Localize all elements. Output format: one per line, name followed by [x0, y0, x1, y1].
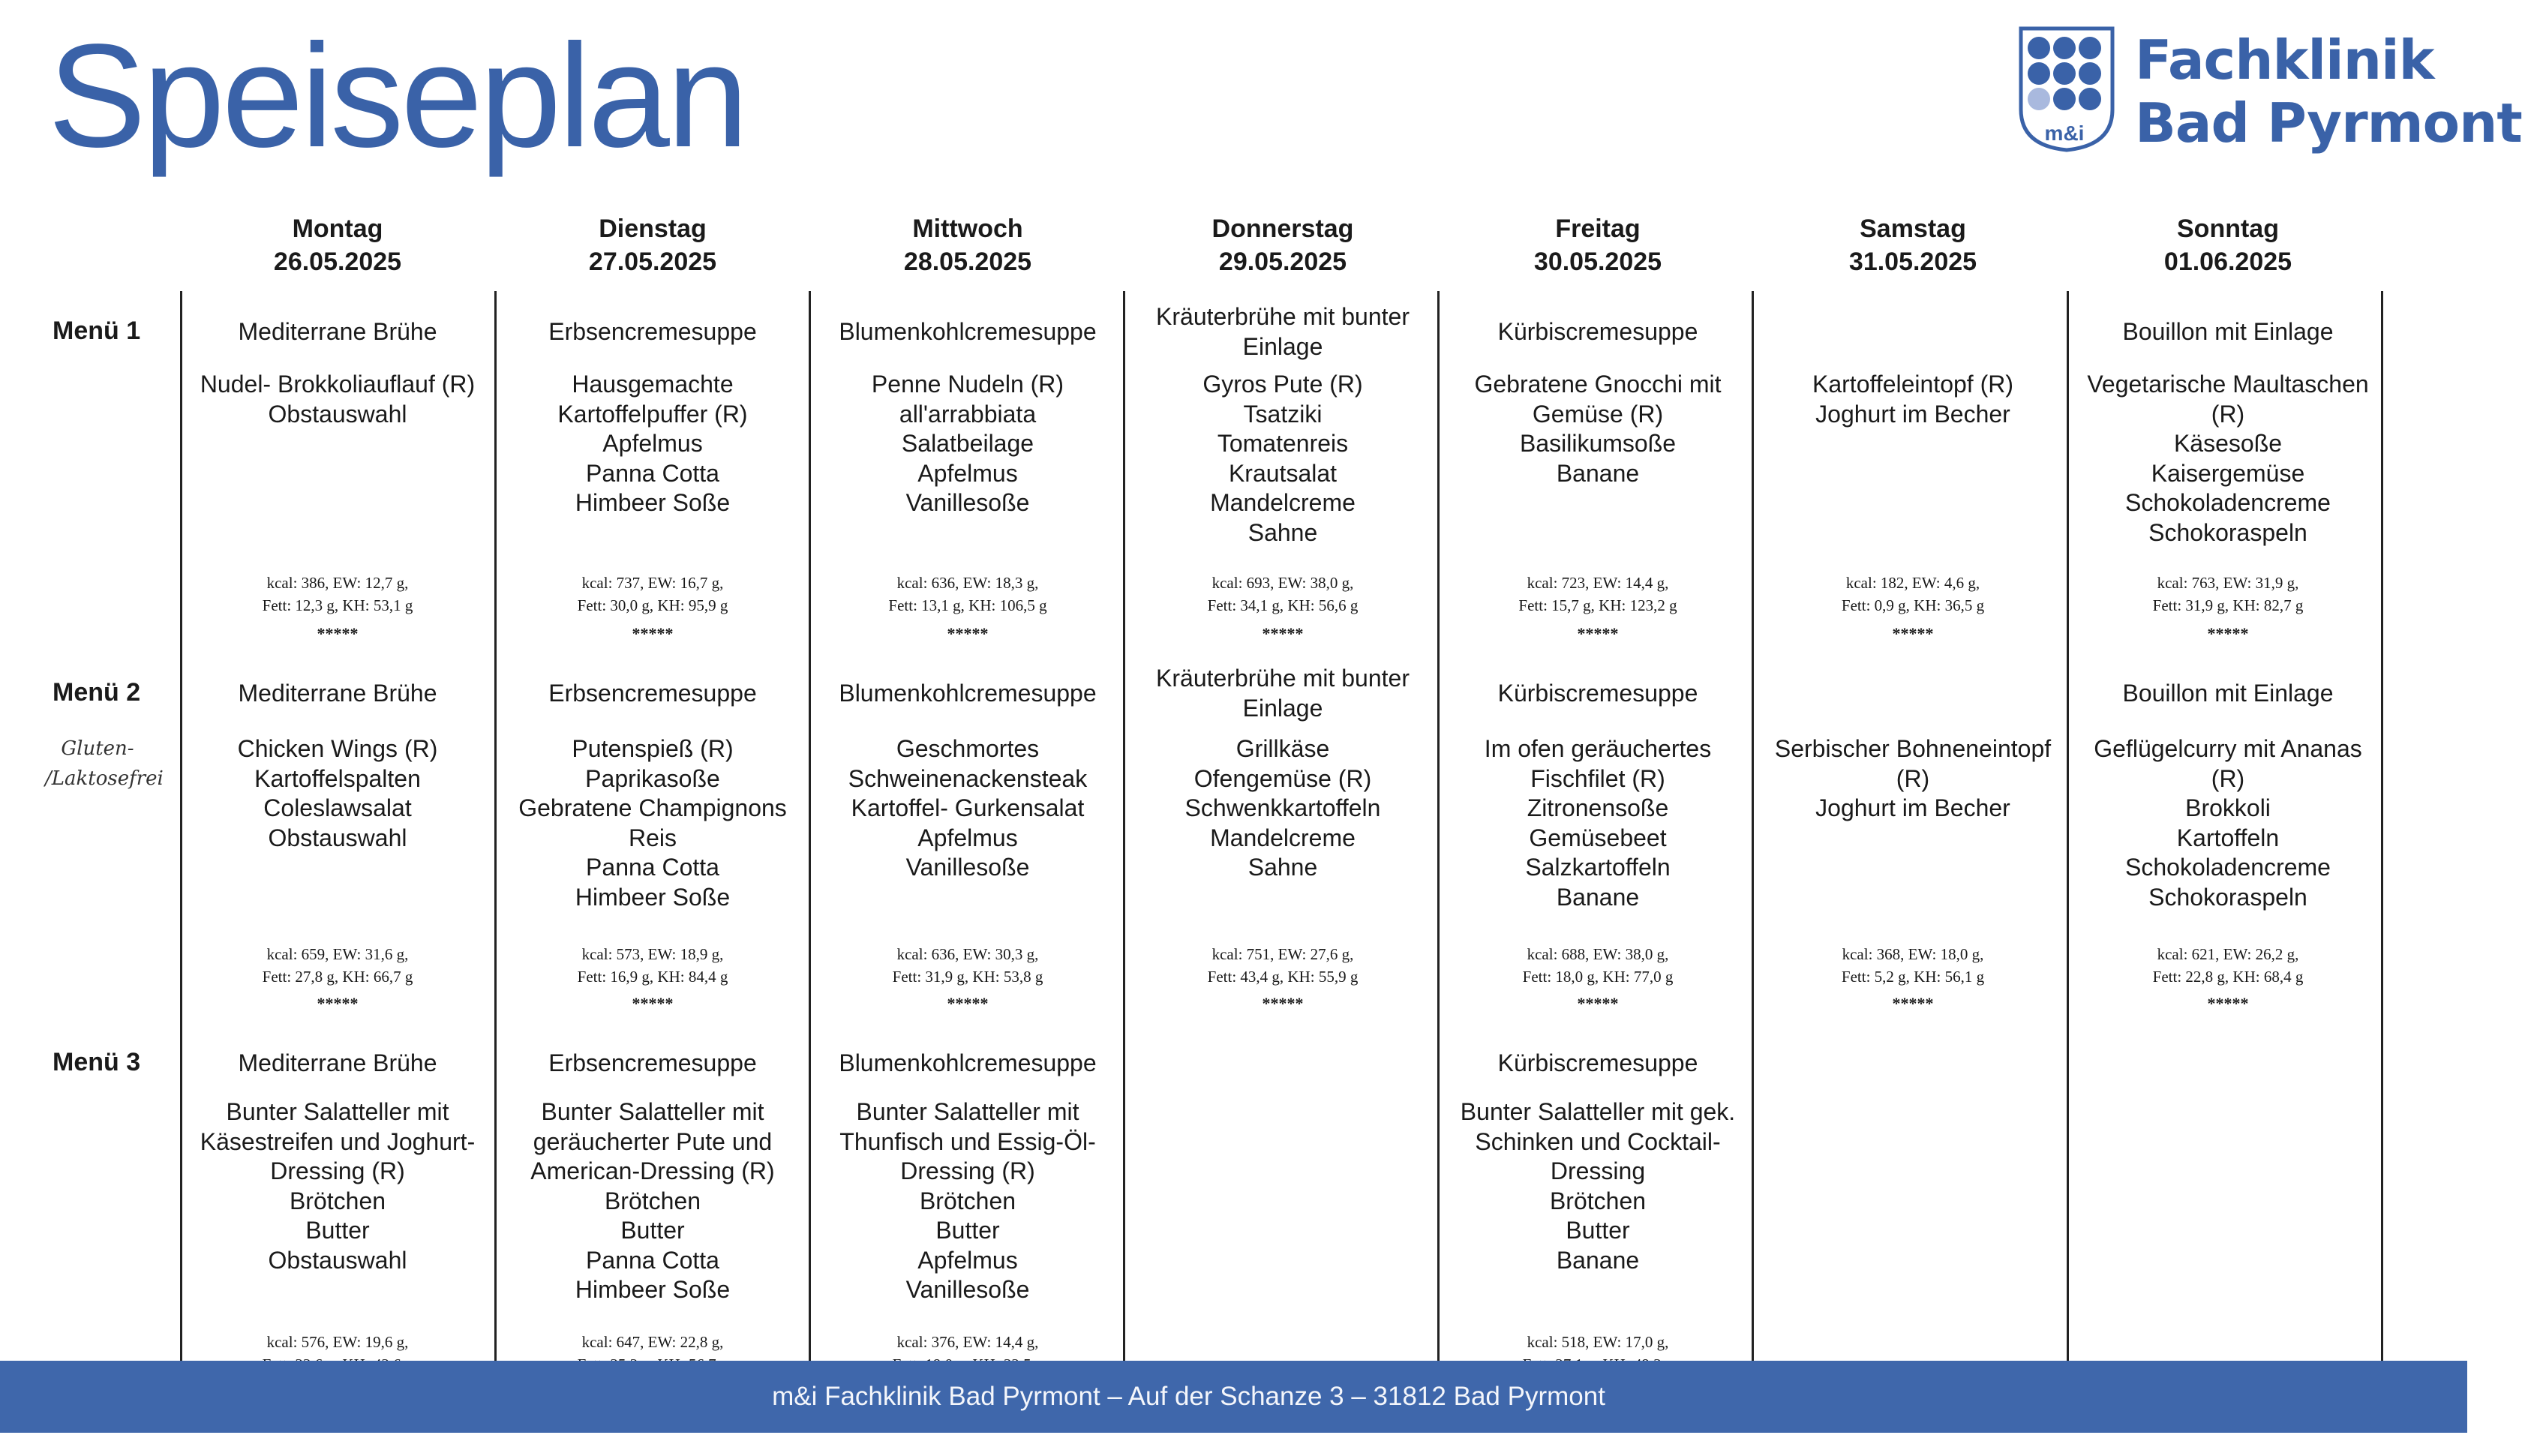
- soup-block: [1133, 302, 1433, 362]
- soup-block: [2078, 317, 2378, 347]
- day-name: Montag: [292, 215, 383, 243]
- dish-line: Banane: [1556, 459, 1640, 487]
- soup-block: [818, 678, 1118, 708]
- day-date: 26.05.2025: [273, 248, 402, 276]
- dish-line: Serbischer Bohneneintopf: [1774, 735, 2052, 762]
- column-divider: [809, 291, 811, 1382]
- nutrition-line-2: Fett: 13,1 g, KH: 106,5 g: [888, 596, 1047, 614]
- soup-line: Kräuterbrühe mit bunter: [1156, 665, 1410, 692]
- dish-line: American-Dressing (R): [530, 1157, 775, 1184]
- nutrition-info: [818, 572, 1118, 617]
- day-header: [1440, 212, 1755, 278]
- menu-2-label: Menü 2: [53, 678, 141, 707]
- soup-block: [503, 678, 803, 708]
- separator-stars: *****: [317, 624, 359, 643]
- dish-line: Geschmortes: [896, 735, 1040, 762]
- soup-line: Mediterrane Brühe: [238, 1049, 437, 1076]
- dish-line: Schokoraspeln: [2148, 883, 2307, 911]
- soup-line: Kürbiscremesuppe: [1497, 318, 1698, 345]
- day-name: Dienstag: [599, 215, 707, 243]
- nutrition-line-1: kcal: 688, EW: 38,0 g,: [1527, 945, 1669, 963]
- column-divider: [494, 291, 497, 1382]
- dish-list: [818, 1097, 1118, 1305]
- separator-stars: *****: [1892, 624, 1934, 643]
- dish-line: Gyros Pute (R): [1202, 371, 1363, 398]
- dish-line: Salzkartoffeln: [1525, 854, 1671, 881]
- nutrition-info: [818, 943, 1118, 988]
- dish-line: Gebratene Gnocchi mit: [1474, 371, 1722, 398]
- nutrition-line-2: Fett: 5,2 g, KH: 56,1 g: [1841, 968, 1985, 986]
- separator-stars: *****: [317, 994, 359, 1013]
- dish-list: [1448, 734, 1748, 912]
- dish-line: Krautsalat: [1228, 459, 1338, 487]
- nutrition-line-2: Fett: 34,1 g, KH: 56,6 g: [1207, 596, 1359, 614]
- separator-stars: *****: [1262, 994, 1304, 1013]
- nutrition-line-2: Fett: 22,8 g, KH: 68,4 g: [2152, 968, 2304, 986]
- soup-block: [818, 1048, 1118, 1078]
- logo-line-2: Bad Pyrmont: [2135, 92, 2522, 155]
- dish-line: Bunter Salatteller mit: [541, 1098, 764, 1125]
- dish-line: Brötchen: [919, 1187, 1016, 1214]
- dish-list: [503, 734, 803, 912]
- dish-line: Dressing (R): [900, 1157, 1035, 1184]
- day-header: [1125, 212, 1440, 278]
- logo-badge: m&i: [2044, 122, 2085, 145]
- soup-block: [1448, 317, 1748, 347]
- dish-line: Basilikumsoße: [1519, 430, 1677, 457]
- dish-list: [1133, 734, 1433, 883]
- soup-line: Blumenkohlcremesuppe: [839, 1049, 1097, 1076]
- soup-line: Erbsencremesuppe: [548, 680, 757, 707]
- dish-line: Panna Cotta: [586, 854, 719, 881]
- nutrition-line-1: kcal: 518, EW: 17,0 g,: [1527, 1333, 1669, 1351]
- dish-line: Brötchen: [289, 1187, 386, 1214]
- dish-line: Vanillesoße: [905, 1276, 1030, 1303]
- dish-line: Grillkäse: [1235, 735, 1330, 762]
- dish-line: Himbeer Soße: [575, 489, 731, 516]
- separator-stars: *****: [1262, 624, 1304, 643]
- logo-line-1: Fachklinik: [2135, 29, 2434, 92]
- dish-line: Banane: [1556, 1246, 1640, 1274]
- dish-line: Schinken und Cocktail-: [1475, 1127, 1721, 1155]
- dish-line: Dressing (R): [270, 1157, 405, 1184]
- nutrition-line-1: kcal: 368, EW: 18,0 g,: [1842, 945, 1984, 963]
- soup-line: Kürbiscremesuppe: [1497, 1049, 1698, 1076]
- day-name: Samstag: [1860, 215, 1966, 243]
- separator-stars: *****: [947, 994, 989, 1013]
- dish-line: Putenspieß (R): [572, 735, 734, 762]
- dish-line: Schokoladencreme: [2125, 854, 2331, 881]
- dish-line: Panna Cotta: [586, 459, 719, 487]
- dish-list: [188, 734, 488, 853]
- dish-line: Gemüse (R): [1532, 400, 1664, 428]
- dish-line: Mandelcreme: [1210, 489, 1356, 516]
- nutrition-info: [503, 572, 803, 617]
- soup-block: [818, 317, 1118, 347]
- column-divider: [2067, 291, 2069, 1382]
- soup-block: [1448, 1048, 1748, 1078]
- dish-line: Im ofen geräuchertes: [1484, 735, 1712, 762]
- gluten-lactose-note: [45, 734, 164, 794]
- dish-line: Schweinenackensteak: [848, 764, 1088, 792]
- dish-line: Gebratene Champignons: [518, 794, 787, 821]
- dish-line: Kartoffeln: [2176, 824, 2280, 851]
- separator-stars: *****: [632, 994, 674, 1013]
- nutrition-line-1: kcal: 576, EW: 19,6 g,: [266, 1333, 409, 1351]
- dish-list: [188, 370, 488, 429]
- dish-line: Tsatziki: [1243, 400, 1323, 428]
- dish-line: Kartoffeleintopf (R): [1812, 371, 2013, 398]
- day-header: [2070, 212, 2385, 278]
- day-date: 29.05.2025: [1218, 248, 1347, 276]
- footer-address: m&i Fachklinik Bad Pyrmont – Auf der Schanze 3 – 31812 Bad Pyrmont: [772, 1382, 1605, 1411]
- dish-line: Salatbeilage: [901, 430, 1034, 457]
- dish-line: Vanillesoße: [905, 489, 1030, 516]
- dish-line: Bunter Salatteller mit: [226, 1098, 449, 1125]
- separator-stars: *****: [947, 624, 989, 643]
- dish-line: Butter: [305, 1217, 370, 1244]
- nutrition-line-1: kcal: 636, EW: 18,3 g,: [896, 574, 1039, 592]
- dish-line: Tomatenreis: [1217, 430, 1349, 457]
- dish-list: [1133, 370, 1433, 548]
- day-header: [180, 212, 495, 278]
- dish-line: Apfelmus: [917, 824, 1018, 851]
- soup-line: Blumenkohlcremesuppe: [839, 680, 1097, 707]
- dish-list: [1763, 370, 2063, 429]
- day-header: [495, 212, 810, 278]
- day-date: 27.05.2025: [588, 248, 717, 276]
- column-divider: [1752, 291, 1754, 1382]
- dish-list: [503, 370, 803, 518]
- dish-line: all'arrabbiata: [899, 400, 1037, 428]
- nutrition-info: [1448, 572, 1748, 617]
- dish-line: Fischfilet (R): [1530, 764, 1665, 792]
- column-divider: [1437, 291, 1440, 1382]
- separator-stars: *****: [2207, 994, 2249, 1013]
- clinic-logo: [2018, 26, 2522, 155]
- dish-line: Joghurt im Becher: [1815, 794, 2010, 821]
- dish-line: Panna Cotta: [586, 1246, 719, 1274]
- dish-line: Kartoffelspalten: [254, 764, 421, 792]
- dish-line: Brötchen: [604, 1187, 701, 1214]
- dish-line: Vegetarische Maultaschen: [2087, 371, 2369, 398]
- dish-list: [1763, 734, 2063, 824]
- dish-line: Apfelmus: [917, 1246, 1018, 1274]
- nutrition-info: [1763, 572, 2063, 617]
- nutrition-line-1: kcal: 182, EW: 4,6 g,: [1845, 574, 1980, 592]
- soup-block: [2078, 678, 2378, 708]
- nutrition-info: [1448, 943, 1748, 988]
- column-divider: [2381, 291, 2383, 1382]
- soup-block: [188, 1048, 488, 1078]
- dish-line: Banane: [1556, 883, 1640, 911]
- dish-line: Kartoffel- Gurkensalat: [851, 794, 1085, 821]
- nutrition-info: [188, 572, 488, 617]
- menu-1-label: Menü 1: [53, 317, 141, 345]
- soup-line: Bouillon mit Einlage: [2122, 680, 2334, 707]
- dish-line: Geflügelcurry mit Ananas: [2094, 735, 2362, 762]
- footer-bar: [0, 1361, 2467, 1433]
- dish-list: [503, 1097, 803, 1305]
- dish-line: Chicken Wings (R): [237, 735, 438, 762]
- soup-line: Erbsencremesuppe: [548, 318, 757, 345]
- soup-line: Mediterrane Brühe: [238, 318, 437, 345]
- dish-line: Butter: [620, 1217, 685, 1244]
- separator-stars: *****: [1892, 994, 1934, 1013]
- nutrition-line-1: kcal: 386, EW: 12,7 g,: [266, 574, 409, 592]
- dish-line: Gemüsebeet: [1529, 824, 1667, 851]
- nutrition-line-1: kcal: 636, EW: 30,3 g,: [896, 945, 1039, 963]
- dish-line: Kartoffelpuffer (R): [557, 400, 748, 428]
- column-divider: [1123, 291, 1125, 1382]
- dish-line: Himbeer Soße: [575, 1276, 731, 1303]
- dish-line: Apfelmus: [917, 459, 1018, 487]
- nutrition-line-1: kcal: 647, EW: 22,8 g,: [581, 1333, 724, 1351]
- nutrition-info: [1763, 943, 2063, 988]
- nutrition-line-1: kcal: 737, EW: 16,7 g,: [581, 574, 724, 592]
- soup-line: Kürbiscremesuppe: [1497, 680, 1698, 707]
- soup-block: [188, 678, 488, 708]
- gluten-note-line-2: /Laktosefrei: [45, 767, 164, 790]
- soup-line: Mediterrane Brühe: [238, 680, 437, 707]
- soup-line: Einlage: [1242, 333, 1323, 360]
- dish-line: Schwenkkartoffeln: [1184, 794, 1381, 821]
- soup-block: [1133, 663, 1433, 723]
- nutrition-info: [1133, 943, 1433, 988]
- dish-line: Thunfisch und Essig-Öl-: [839, 1127, 1096, 1155]
- separator-stars: *****: [632, 624, 674, 643]
- dish-line: Schokoraspeln: [2148, 518, 2307, 546]
- logo-text: [2135, 29, 2522, 155]
- dish-line: Dressing: [1550, 1157, 1646, 1184]
- nutrition-line-2: Fett: 27,8 g, KH: 66,7 g: [262, 968, 413, 986]
- day-name: Donnerstag: [1211, 215, 1354, 243]
- dish-line: Käsestreifen und Joghurt-: [200, 1127, 476, 1155]
- dish-list: [818, 734, 1118, 883]
- dish-line: Kaisergemüse: [2151, 459, 2305, 487]
- nutrition-line-1: kcal: 621, EW: 26,2 g,: [2157, 945, 2299, 963]
- nutrition-line-2: Fett: 18,0 g, KH: 77,0 g: [1522, 968, 1674, 986]
- gluten-note-line-1: Gluten-: [61, 737, 134, 760]
- separator-stars: *****: [1577, 624, 1619, 643]
- nutrition-line-2: Fett: 0,9 g, KH: 36,5 g: [1841, 596, 1985, 614]
- dish-list: [2078, 370, 2378, 548]
- dish-line: Reis: [628, 824, 677, 851]
- nutrition-line-1: kcal: 751, EW: 27,6 g,: [1211, 945, 1354, 963]
- dish-line: (R): [1896, 764, 1930, 792]
- soup-line: Erbsencremesuppe: [548, 1049, 757, 1076]
- dish-line: Hausgemachte: [572, 371, 734, 398]
- nutrition-line-1: kcal: 693, EW: 38,0 g,: [1211, 574, 1354, 592]
- dish-line: (R): [2211, 764, 2245, 792]
- soup-block: [188, 317, 488, 347]
- separator-stars: *****: [2207, 624, 2249, 643]
- dish-line: Paprikasoße: [585, 764, 720, 792]
- day-date: 31.05.2025: [1848, 248, 1977, 276]
- nutrition-line-2: Fett: 31,9 g, KH: 82,7 g: [2152, 596, 2304, 614]
- dish-line: Sahne: [1247, 518, 1318, 546]
- soup-block: [503, 1048, 803, 1078]
- dish-line: Penne Nudeln (R): [871, 371, 1064, 398]
- dish-line: Mandelcreme: [1210, 824, 1356, 851]
- day-header: [810, 212, 1125, 278]
- page-title: Speiseplan: [48, 14, 746, 178]
- dish-line: Butter: [935, 1217, 1000, 1244]
- dish-line: (R): [2211, 400, 2245, 428]
- nutrition-line-1: kcal: 376, EW: 14,4 g,: [896, 1333, 1039, 1351]
- soup-line: Einlage: [1242, 695, 1323, 722]
- dish-list: [1448, 1097, 1748, 1275]
- nutrition-line-1: kcal: 763, EW: 31,9 g,: [2157, 574, 2299, 592]
- nutrition-line-1: kcal: 723, EW: 14,4 g,: [1527, 574, 1669, 592]
- nutrition-info: [1133, 572, 1433, 617]
- dish-list: [188, 1097, 488, 1275]
- dish-line: Käsesoße: [2173, 430, 2283, 457]
- day-name: Mittwoch: [912, 215, 1023, 243]
- dish-line: Coleslawsalat: [263, 794, 412, 821]
- nutrition-line-2: Fett: 12,3 g, KH: 53,1 g: [262, 596, 413, 614]
- day-name: Sonntag: [2177, 215, 2279, 243]
- day-date: 01.06.2025: [2163, 248, 2292, 276]
- soup-line: Blumenkohlcremesuppe: [839, 318, 1097, 345]
- dish-list: [1448, 370, 1748, 488]
- nutrition-line-2: Fett: 30,0 g, KH: 95,9 g: [577, 596, 728, 614]
- dish-line: Zitronensoße: [1527, 794, 1669, 821]
- dish-line: Nudel- Brokkoliauflauf (R): [200, 371, 476, 398]
- column-divider: [180, 291, 182, 1382]
- dish-line: Obstauswahl: [268, 824, 407, 851]
- nutrition-info: [188, 943, 488, 988]
- soup-block: [1448, 678, 1748, 708]
- dish-line: Butter: [1566, 1217, 1630, 1244]
- nutrition-line-2: Fett: 31,9 g, KH: 53,8 g: [892, 968, 1043, 986]
- nutrition-line-2: Fett: 43,4 g, KH: 55,9 g: [1207, 968, 1359, 986]
- day-date: 28.05.2025: [903, 248, 1032, 276]
- dish-line: Himbeer Soße: [575, 883, 731, 911]
- day-header: [1755, 212, 2070, 278]
- dish-line: Ofengemüse (R): [1193, 764, 1372, 792]
- nutrition-info: [503, 943, 803, 988]
- menu-3-label: Menü 3: [53, 1048, 141, 1076]
- dish-list: [2078, 734, 2378, 912]
- soup-block: [503, 317, 803, 347]
- soup-line: Bouillon mit Einlage: [2122, 318, 2334, 345]
- dish-line: Sahne: [1247, 854, 1318, 881]
- nutrition-info: [2078, 943, 2378, 988]
- soup-line: Kräuterbrühe mit bunter: [1156, 303, 1410, 330]
- dish-line: Joghurt im Becher: [1815, 400, 2010, 428]
- dish-line: Obstauswahl: [268, 1246, 407, 1274]
- nutrition-info: [2078, 572, 2378, 617]
- dish-line: Obstauswahl: [268, 400, 407, 428]
- dish-list: [818, 370, 1118, 518]
- day-name: Freitag: [1555, 215, 1641, 243]
- dish-line: Bunter Salatteller mit gek.: [1460, 1098, 1736, 1125]
- dish-line: Brötchen: [1549, 1187, 1647, 1214]
- nutrition-line-1: kcal: 573, EW: 18,9 g,: [581, 945, 724, 963]
- dish-line: Brokkoli: [2185, 794, 2271, 821]
- day-date: 30.05.2025: [1533, 248, 1662, 276]
- nutrition-line-2: Fett: 16,9 g, KH: 84,4 g: [577, 968, 728, 986]
- dish-line: geräucherter Pute und: [533, 1127, 773, 1155]
- dish-line: Bunter Salatteller mit: [856, 1098, 1079, 1125]
- nutrition-line-1: kcal: 659, EW: 31,6 g,: [266, 945, 409, 963]
- dish-line: Apfelmus: [602, 430, 703, 457]
- dish-line: Schokoladencreme: [2125, 489, 2331, 516]
- separator-stars: *****: [1577, 994, 1619, 1013]
- dish-line: Vanillesoße: [905, 854, 1030, 881]
- nutrition-line-2: Fett: 15,7 g, KH: 123,2 g: [1518, 596, 1677, 614]
